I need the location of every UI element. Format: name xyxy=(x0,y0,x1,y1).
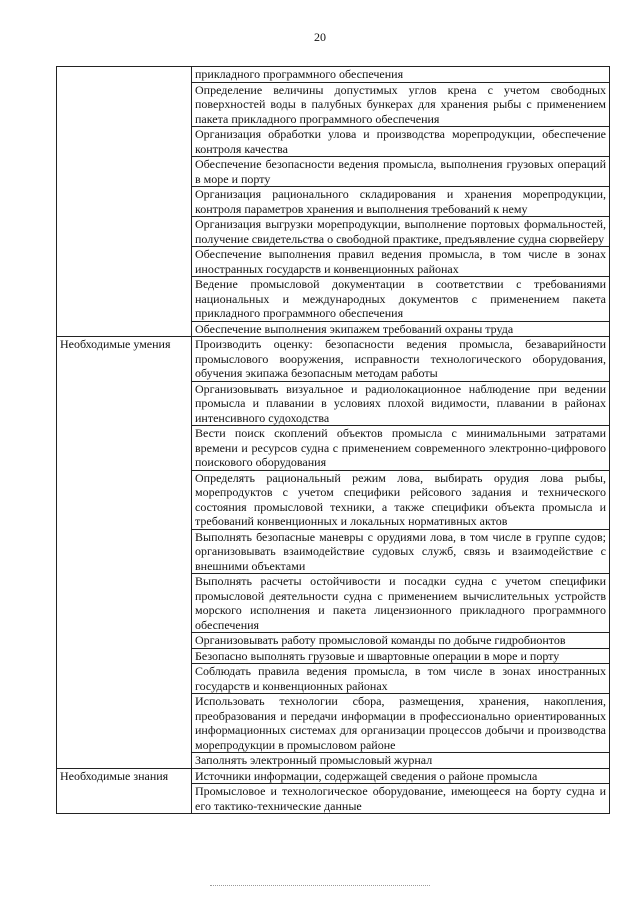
scan-edge-mark xyxy=(210,885,430,886)
item-text: Обеспечение выполнения экипажем требований охраны труда xyxy=(192,321,610,337)
item-text: Промысловое и технологическое оборудование, имеющееся на борту судна и его тактико-технические данные xyxy=(192,784,610,814)
item-text: Выполнять безопасные маневры с орудиями лова, в том числе в группе судов; организовывать взаимодействие судовых служб, связь и взаимодействие с внешними объектами xyxy=(192,529,610,574)
item-text: Источники информации, содержащей сведения о районе промысла xyxy=(192,768,610,784)
item-text: Вести поиск скоплений объектов промысла с минимальными затратами времени и ресурсов судна с применением современного электронно-цифрового поискового оборудования xyxy=(192,426,610,471)
item-text: Организация обработки улова и производства морепродукции, обеспечение контроля качества xyxy=(192,127,610,157)
competency-table xyxy=(56,66,610,814)
page-number: 20 xyxy=(314,30,326,44)
table-row xyxy=(57,67,610,83)
item-text: Ведение промысловой документации в соответствии с требованиями национальных и международных документов с применением пакета прикладного программного обеспечения xyxy=(192,277,610,322)
item-text: Производить оценку: безопасности ведения промысла, безаварийности промыслового вооружения, исправности технологического оборудования, обучения экипажа безопасным методам работы xyxy=(192,337,610,382)
table-row xyxy=(57,337,610,382)
item-text: Соблюдать правила ведения промысла, в том числе в зонах иностранных государств и конвенционных районах xyxy=(192,664,610,694)
section-label: Необходимые знания xyxy=(57,768,192,814)
item-text: Организовывать работу промысловой команды по добыче гидробионтов xyxy=(192,633,610,649)
item-text: Заполнять электронный промысловый журнал xyxy=(192,753,610,769)
item-text: Определение величины допустимых углов крена с учетом свободных поверхностей воды в палубных бункерах для хранения рыбы с применением пакета прикладного программного обеспечения xyxy=(192,82,610,127)
item-text: прикладного программного обеспечения xyxy=(192,67,610,83)
item-text: Использовать технологии сбора, размещения, хранения, накопления, преобразования и передачи информации в профессионально ориентированных информационных системах для организации процессов добычи и производства морепродукции в промысловом районе xyxy=(192,694,610,753)
competency-table-body xyxy=(57,67,610,814)
item-text: Обеспечение выполнения правил ведения промысла, в том числе в зонах иностранных государств и конвенционных районах xyxy=(192,247,610,277)
item-text: Обеспечение безопасности ведения промысла, выполнения грузовых операций в море и порту xyxy=(192,157,610,187)
item-text: Выполнять расчеты остойчивости и посадки судна с учетом специфики промысловой деятельности судна с применением вычислительных устройств морского исполнения и пакета лицензионного прикладного программного обеспечения xyxy=(192,574,610,633)
item-text: Организация рационального складирования и хранения морепродукции, контроля параметров хранения и выполнения требований к нему xyxy=(192,187,610,217)
table-row xyxy=(57,768,610,784)
item-text: Безопасно выполнять грузовые и швартовные операции в море и порту xyxy=(192,648,610,664)
section-label: Необходимые умения xyxy=(57,337,192,769)
item-text: Определять рациональный режим лова, выбирать орудия лова рыбы, морепродуктов с учетом специфики рейсового задания и технического состояния промысловой техники, а также специфики объекта промысла и требований конвенционных и локальных нормативных актов xyxy=(192,470,610,529)
item-text: Организовывать визуальное и радиолокационное наблюдение при ведении промысла и плавании в условиях плохой видимости, плавании в районах интенсивного судоходства xyxy=(192,381,610,426)
item-text: Организация выгрузки морепродукции, выполнение портовых формальностей, получение свидетельства о свободной практике, предъявление судна сюрвейеру xyxy=(192,217,610,247)
section-label xyxy=(57,67,192,337)
